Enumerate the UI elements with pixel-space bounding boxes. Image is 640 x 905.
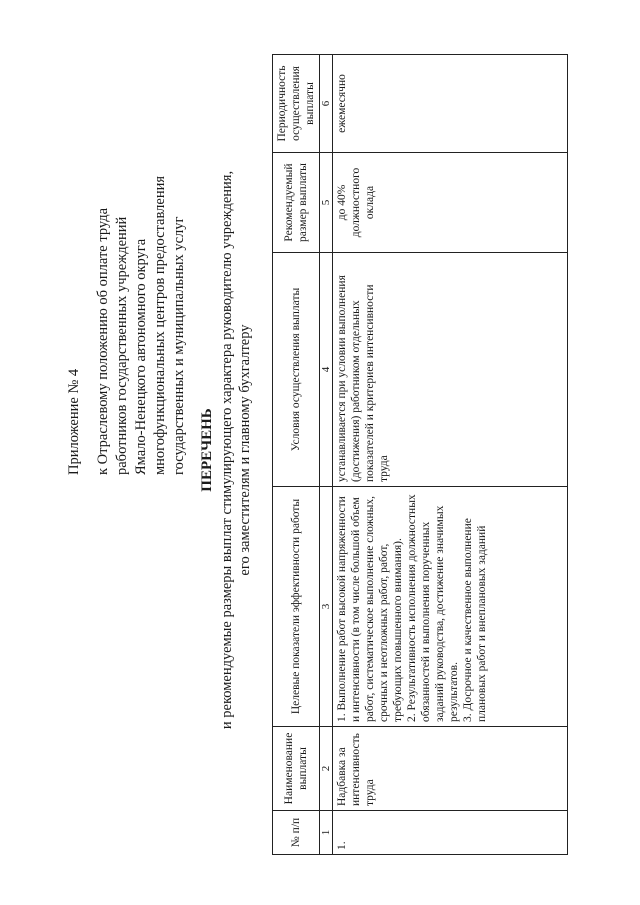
header-number: № п/п [273, 811, 320, 855]
column-number: 2 [320, 727, 333, 811]
heading-line-2: его заместителям и главному бухгалтеру [237, 324, 253, 576]
column-number: 6 [320, 55, 333, 153]
row-number: 1. [333, 811, 568, 855]
table-header-row [273, 55, 320, 855]
header-size: Рекомендуемый размер выплаты [273, 153, 320, 253]
rotated-content [60, 45, 580, 855]
indicator-item: 3. Досрочное и качественное выполнение плановых работ и внеплановых заданий [462, 518, 488, 722]
column-number: 4 [320, 253, 333, 487]
column-number: 5 [320, 153, 333, 253]
header-periodicity: Периодичность осуществления выплаты [273, 55, 320, 153]
appendix-block [65, 55, 189, 475]
heading-title: ПЕРЕЧЕНЬ [199, 408, 215, 492]
row-periodicity: ежемесячно [333, 55, 568, 153]
row-payment-name: Надбавка за интенсивность труда [333, 727, 568, 811]
table-row [333, 55, 568, 855]
row-indicators [333, 487, 568, 727]
column-number: 1 [320, 811, 333, 855]
header-indicators: Целевые показатели эффективности работы [273, 487, 320, 727]
appendix-line: многофункциональных центров предоставления [152, 175, 168, 475]
appendix-line: государственных и муниципальных услуг [171, 216, 187, 475]
document-heading [198, 45, 254, 855]
row-conditions: устанавливается при условии выполнения (достижения) работником отдельных показателей и критериев интенсивности труда [333, 253, 568, 487]
appendix-line: работников государственных учреждений [114, 216, 130, 475]
payments-table [272, 54, 568, 855]
appendix-line: к Отраслевому положению об оплате труда [95, 207, 111, 475]
row-size: до 40% должностного оклада [333, 153, 568, 253]
indicator-item: 2. Результативность исполнения должностных обязанностей и выполнения порученных заданий руководства, достижение значимых результатов. [406, 494, 460, 722]
header-name: Наименование выплаты [273, 727, 320, 811]
column-number-row [320, 55, 333, 855]
header-conditions: Условия осуществления выплаты [273, 253, 320, 487]
appendix-line: Ямало-Ненецкого автономного округа [133, 238, 149, 475]
appendix-title: Приложение № 4 [66, 368, 82, 475]
column-number: 3 [320, 487, 333, 727]
indicator-item: 1. Выполнение работ высокой напряженности и интенсивности (в том числе большой объем работ, систематическое выполнение сложных, срочных и неотложных работ, работ, требующих повышенного внимания). [336, 496, 404, 722]
heading-line-1: и рекомендуемые размеры выплат стимулирующего характера руководителю учреждения, [219, 170, 235, 730]
